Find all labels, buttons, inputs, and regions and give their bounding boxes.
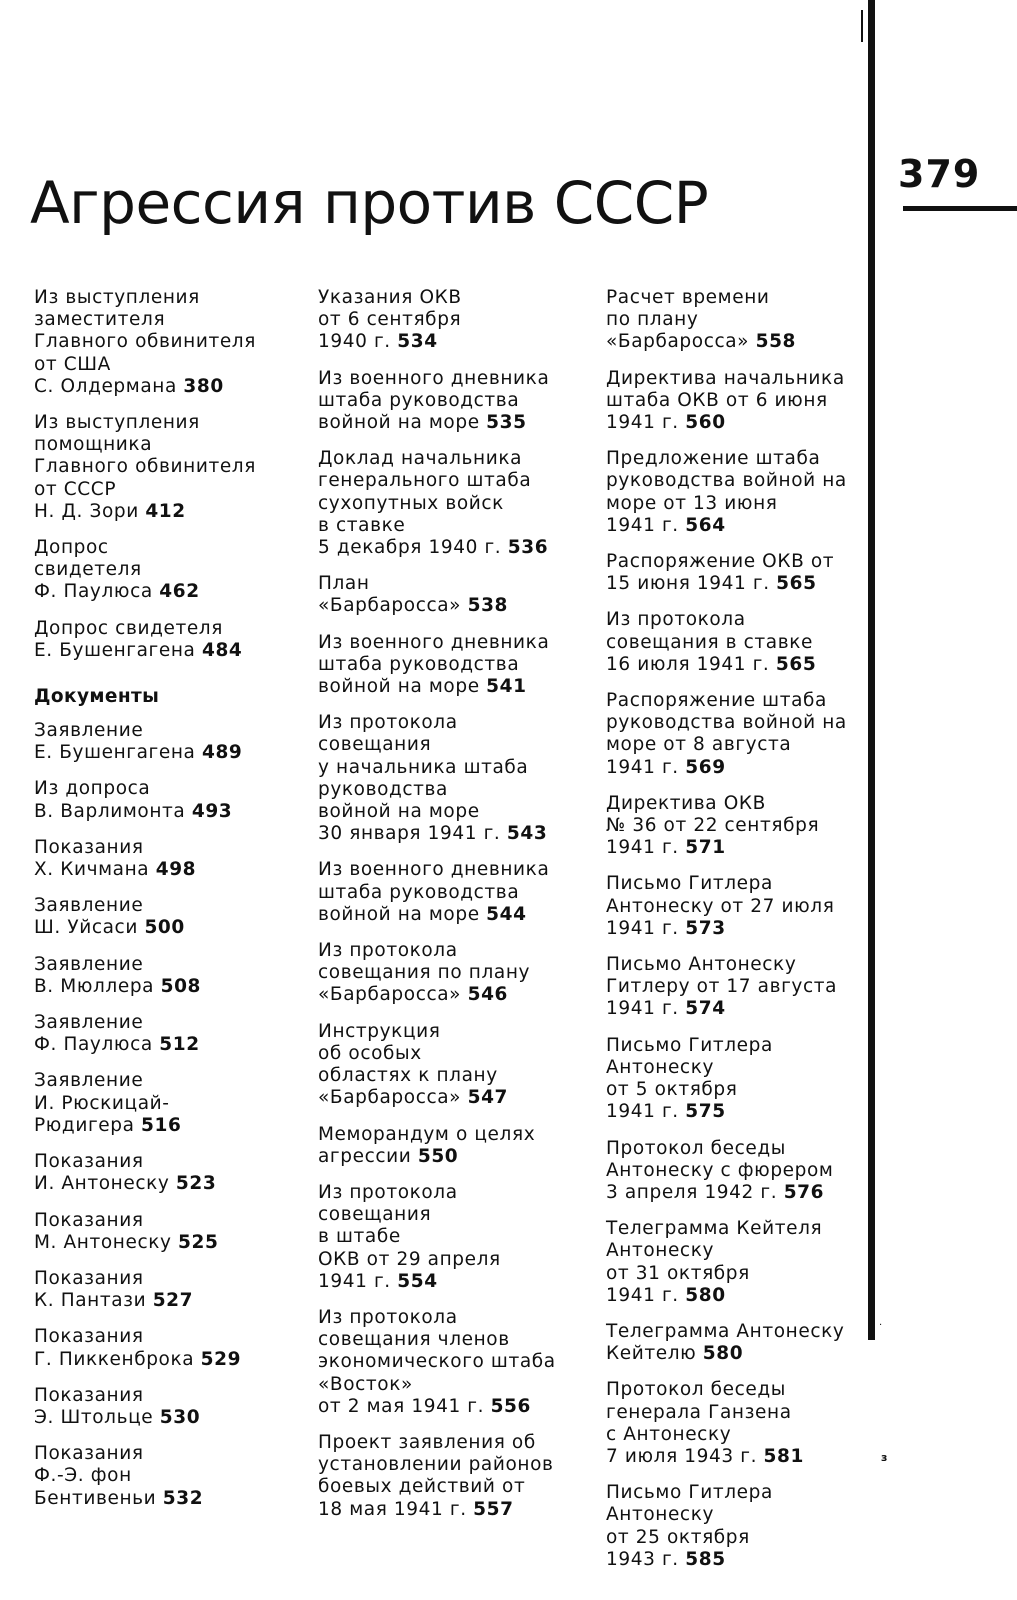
contents-entry (34, 720, 286, 764)
entry-page-number: 565 (775, 653, 817, 675)
contents-entry (34, 1012, 286, 1056)
contents-entry (318, 368, 574, 435)
entry-title: Указания ОКВ от 6 сентября 1940 г. (318, 287, 462, 353)
contents-entry (606, 1321, 864, 1365)
contents-entry (606, 287, 864, 354)
entry-page-number: 575 (685, 1101, 726, 1123)
contents-entry (34, 287, 286, 398)
entry-page-number: 560 (685, 412, 726, 434)
contents-entry (606, 690, 864, 779)
contents-entry (606, 368, 864, 435)
entry-title: Из военного дневника штаба руководства войной на море (318, 859, 550, 925)
entry-title: Директива ОКВ № 36 от 22 сентября 1941 г. (606, 792, 820, 859)
entry-title: Телеграмма Кейтеля Антонеску от 31 октября 1941 г. (606, 1218, 823, 1306)
entry-title: Директива начальника штаба ОКВ от 6 июня 1941 г. (606, 367, 845, 434)
entry-page-number: 489 (201, 742, 243, 764)
contents-entry (606, 1218, 864, 1307)
entry-page-number: 512 (159, 1034, 200, 1056)
entry-title: Расчет времени по плану «Барбаросса» (606, 287, 770, 353)
entry-title: Распоряжение ОКВ от 15 июня 1941 г. (606, 551, 835, 595)
entry-title: Распоряжение штаба руководства войной на море от 8 августа 1941 г. (606, 690, 847, 778)
page-number: 379 (898, 152, 981, 196)
entry-title: Телеграмма Антонеску Кейтелю (606, 1320, 845, 1365)
contents-entry (34, 618, 286, 662)
entry-page-number: 535 (486, 412, 527, 434)
contents-entry (318, 632, 574, 699)
entry-page-number: 585 (685, 1548, 726, 1570)
contents-entry (34, 778, 286, 822)
contents-entry (606, 1482, 864, 1571)
entry-title: Показания Ф.-Э. фон Бентивеньи (34, 1443, 157, 1509)
contents-entry (606, 551, 864, 595)
entry-title: Из протокола совещания по плану «Барбаросса» (318, 940, 531, 1006)
entry-page-number: 508 (160, 975, 202, 997)
contents-entry (34, 895, 286, 939)
entry-title: Из военного дневника штаба руководства войной на море (318, 367, 550, 434)
entry-title: Из военного дневника штаба руководства войной на море (318, 631, 550, 698)
contents-entry (34, 1268, 286, 1312)
stray-dot: . (879, 1317, 883, 1328)
entry-page-number: 529 (200, 1348, 242, 1370)
entry-page-number: 565 (776, 573, 817, 595)
contents-entry (318, 859, 574, 926)
entry-page-number: 532 (162, 1487, 204, 1509)
entry-page-number: 574 (685, 998, 726, 1020)
entry-title: Из выступления помощника Главного обвинителя от СССР Н. Д. Зори (34, 412, 256, 522)
entry-title: Письмо Антонеску Гитлеру от 17 августа 1941 г. (606, 954, 838, 1020)
contents-entry (606, 954, 864, 1021)
contents-entry (34, 1326, 286, 1370)
entry-title: Допрос свидетеля Ф. Паулюса (34, 537, 153, 603)
entry-page-number: 484 (201, 639, 243, 661)
entry-page-number: 493 (191, 800, 233, 822)
entry-title: Заявление Е. Бушенгагена (34, 720, 196, 764)
contents-entry (318, 1124, 574, 1168)
entries-documents (34, 720, 286, 1510)
contents-entry (606, 448, 864, 537)
entry-title: Проект заявления об установлении районов боевых действий от 18 мая 1941 г. (318, 1431, 554, 1520)
contents-entry (34, 1151, 286, 1195)
entry-page-number: 554 (397, 1270, 438, 1292)
section-heading-documents: Документы (34, 686, 160, 708)
page-title: Агрессия против СССР (30, 169, 709, 237)
entry-title: Из допроса В. Варлимонта (34, 778, 186, 822)
contents-entry (34, 537, 286, 604)
contents-entry (34, 837, 286, 881)
contents-entry (34, 1210, 286, 1254)
entry-page-number: 544 (486, 903, 527, 925)
entry-title: План «Барбаросса» (318, 573, 462, 617)
entry-page-number: 571 (685, 837, 726, 859)
entry-title: Письмо Гитлера Антонеску от 25 октября 1943 г. (606, 1482, 773, 1570)
entry-page-number: 412 (145, 500, 186, 522)
entry-title: Показания Г. Пиккенброка (34, 1326, 195, 1370)
entry-title: Из протокола совещания в штабе ОКВ от 29 апреля 1941 г. (318, 1181, 501, 1292)
contents-entry (318, 1432, 574, 1521)
entry-page-number: 538 (467, 595, 509, 617)
contents-column-3 (606, 287, 864, 1585)
entry-page-number: 547 (467, 1087, 509, 1109)
contents-column-1 (34, 287, 286, 1524)
contents-entry (606, 873, 864, 940)
contents-entry (34, 412, 286, 523)
entry-page-number: 564 (685, 514, 726, 536)
contents-entry (318, 1182, 574, 1293)
vertical-rule (868, 0, 875, 1340)
entry-page-number: 543 (506, 823, 548, 845)
entry-title: Из протокола совещания у начальника штаба руководства войной на море 30 января 1941 г. (318, 712, 529, 845)
entry-page-number: 581 (763, 1445, 804, 1467)
contents-entry (318, 287, 574, 354)
entry-page-number: 556 (490, 1395, 531, 1417)
entry-title: Показания Э. Штольце (34, 1384, 154, 1428)
page-number-underline (903, 206, 1017, 211)
entry-page-number: 576 (783, 1181, 825, 1203)
entry-page-number: 580 (685, 1284, 726, 1306)
entry-page-number: 516 (141, 1114, 182, 1136)
contents-entry (606, 1379, 864, 1468)
entry-page-number: 527 (152, 1290, 194, 1312)
contents-entry (606, 1035, 864, 1124)
entry-page-number: 523 (175, 1173, 217, 1195)
entry-page-number: 498 (155, 859, 197, 881)
contents-entry (318, 573, 574, 617)
entry-title: Инструкция об особых областях к плану «Барбаросса» (318, 1020, 498, 1109)
contents-entry (318, 448, 574, 559)
contents-entry (318, 940, 574, 1007)
entry-title: Письмо Гитлера Антонеску от 27 июля 1941 г. (606, 873, 835, 939)
entry-page-number: 525 (178, 1231, 219, 1253)
contents-entry (34, 1443, 286, 1510)
entry-title: Письмо Гитлера Антонеску от 5 октября 1941 г. (606, 1034, 773, 1123)
entry-page-number: 558 (755, 331, 797, 353)
contents-entry (318, 1307, 574, 1418)
contents-entry (606, 1138, 864, 1205)
entry-page-number: 530 (159, 1406, 201, 1428)
contents-entry (606, 609, 864, 676)
contents-column-2 (318, 287, 574, 1535)
entry-title: Заявление И. Рюскицай- Рюдигера (34, 1070, 170, 1136)
entry-title: Меморандум о целях агрессии (318, 1123, 536, 1167)
contents-entry (34, 1070, 286, 1137)
contents-entry (34, 1385, 286, 1429)
entry-title: Показания Х. Кичмана (34, 836, 150, 881)
entry-title: Доклад начальника генерального штаба сухопутных войск в ставке 5 декабря 1940 г. (318, 448, 532, 559)
contents-entry (318, 1021, 574, 1110)
entry-title: Допрос свидетеля Е. Бушенгагена (34, 617, 223, 661)
entry-title: Протокол беседы Антонеску с фюрером 3 апреля 1942 г. (606, 1137, 834, 1203)
entry-page-number: 500 (144, 917, 185, 939)
entry-page-number: 580 (702, 1343, 744, 1365)
stray-mark: з (881, 1451, 888, 1464)
entry-title: Заявление В. Мюллера (34, 953, 155, 997)
entry-page-number: 546 (467, 984, 509, 1006)
margin-tick (861, 10, 863, 42)
entry-title: Предложение штаба руководства войной на море от 13 июня 1941 г. (606, 448, 847, 536)
entry-page-number: 569 (685, 756, 726, 778)
entry-title: Заявление Ф. Паулюса (34, 1012, 153, 1056)
entry-page-number: 536 (507, 537, 549, 559)
entry-title: Показания И. Антонеску (34, 1151, 170, 1195)
entry-page-number: 462 (159, 581, 200, 603)
contents-entry (34, 954, 286, 998)
entry-page-number: 541 (486, 676, 527, 698)
contents-entry (318, 712, 574, 845)
entry-page-number: 380 (183, 375, 224, 397)
entry-title: Заявление Ш. Уйсаси (34, 895, 144, 939)
entries-top (34, 287, 286, 662)
entry-title: Протокол беседы генерала Ганзена с Антонеску 7 июля 1943 г. (606, 1379, 792, 1467)
entry-page-number: 550 (417, 1145, 459, 1167)
entry-page-number: 573 (685, 917, 726, 939)
entry-title: Из протокола совещания в ставке 16 июля 1941 г. (606, 609, 813, 675)
entry-page-number: 557 (473, 1498, 514, 1520)
entry-title: Из протокола совещания членов экономического штаба «Восток» от 2 мая 1941 г. (318, 1306, 556, 1417)
entry-page-number: 534 (397, 331, 438, 353)
entry-title: Показания К. Пантази (34, 1267, 147, 1312)
entry-title: Из выступления заместителя Главного обвинителя от США С. Олдермана (34, 287, 256, 397)
entry-title: Показания М. Антонеску (34, 1209, 172, 1253)
contents-entry (606, 793, 864, 860)
